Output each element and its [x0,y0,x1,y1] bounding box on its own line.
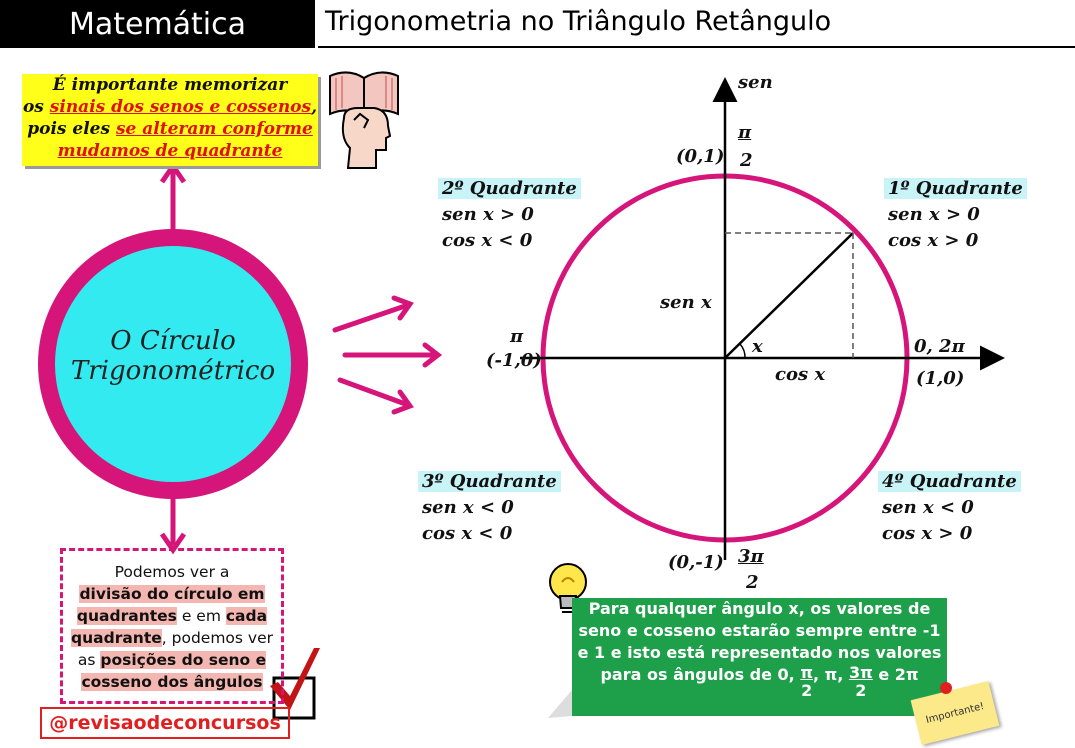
quadrant-2 [438,176,581,254]
quadrant-title: 1º Quadrante [884,178,1027,199]
note-highlight: cada [225,607,268,625]
memo-highlight: mudamos de quadrante [57,141,283,161]
range-note [572,598,947,716]
memo-text: os [22,97,50,117]
note-highlight: cosseno dos ângulos [81,673,263,691]
memo-highlight: sinais dos senos e cossenos [49,97,312,117]
memo-text: , [311,97,318,117]
quadrant-cos: cos x < 0 [422,523,513,544]
note-text: as [77,651,101,669]
sen-x-label: sen x [660,292,712,313]
range-note-line: e 1 e isto está representado nos valores [577,643,942,662]
memo-highlight: se alteram conforme [115,119,313,139]
quadrant-1 [884,176,1027,254]
angle-bottom-num: 3π [738,546,764,567]
angle-top-num: π [738,122,752,143]
quadrant-title: 3º Quadrante [418,471,561,492]
subject-title: Matemática [0,0,315,48]
memo-line [22,118,318,140]
sticky-text: Importante! [924,700,986,726]
angle-left: π [510,326,524,347]
pointer-arrows [335,298,438,412]
point-right: (1,0) [916,368,965,389]
angle-x-label: x [752,336,763,357]
note-text: e em [176,607,226,625]
division-note [60,548,284,704]
quadrant-title: 4º Quadrante [878,471,1021,492]
fraction-pi-2: $\frac{\pi}{2}$ [800,663,813,700]
note-highlight: divisão do círculo em [79,585,265,603]
angle-bottom-den: 2 [746,572,759,593]
quadrant-sen: sen x < 0 [422,497,514,518]
memo-line: É importante memorizar [52,75,288,95]
quadrant-3 [418,469,561,547]
circle-label [62,326,284,386]
note-highlight: quadrante [71,629,162,647]
angle-top-den: 2 [740,150,753,171]
note-line: Podemos ver a [114,563,230,581]
range-note-text: , π, [812,665,844,684]
pin-icon [940,682,952,694]
circle-label-line2: Trigonométrico [70,356,276,386]
cos-x-label: cos x [775,364,826,385]
quadrant-title: 2º Quadrante [438,178,581,199]
quadrant-4 [878,469,1021,547]
note-highlight: posições do seno e [100,651,267,669]
point-top: (0,1) [676,146,725,167]
quadrant-cos: cos x > 0 [888,230,979,251]
memo-note [22,74,318,166]
quadrant-sen: sen x < 0 [882,497,974,518]
note-highlight: quadrantes [76,607,177,625]
range-note-line: seno e cosseno estarão sempre entre -1 [578,621,941,640]
fraction-3pi-2: $\frac{3\pi}{2}$ [848,663,873,700]
radius-line [725,233,853,358]
book-head-icon [330,72,398,168]
range-note-line: Para qualquer ângulo x, os valores de [588,599,931,618]
memo-text: pois eles [27,119,116,139]
quadrant-sen: sen x > 0 [888,204,980,225]
social-handle[interactable]: @revisaodeconcursos [40,707,290,739]
range-note-text: para os ângulos de 0, [600,665,795,684]
circle-label-line1: O Círculo [110,326,236,356]
range-note-text: e 2π [872,665,919,684]
point-left: (-1,0) [486,350,542,371]
quadrant-cos: cos x < 0 [442,230,533,251]
memo-line [22,96,318,118]
memo-line [22,140,318,162]
point-bottom: (0,-1) [668,552,724,573]
y-axis-label: sen [738,72,773,93]
note-text: , podemos ver [161,629,273,647]
angle-right: 0, 2π [914,336,965,357]
quadrant-sen: sen x > 0 [442,204,534,225]
quadrant-cos: cos x > 0 [882,523,973,544]
range-note-line [572,664,947,700]
page-title: Trigonometria no Triângulo Retângulo [325,6,832,37]
